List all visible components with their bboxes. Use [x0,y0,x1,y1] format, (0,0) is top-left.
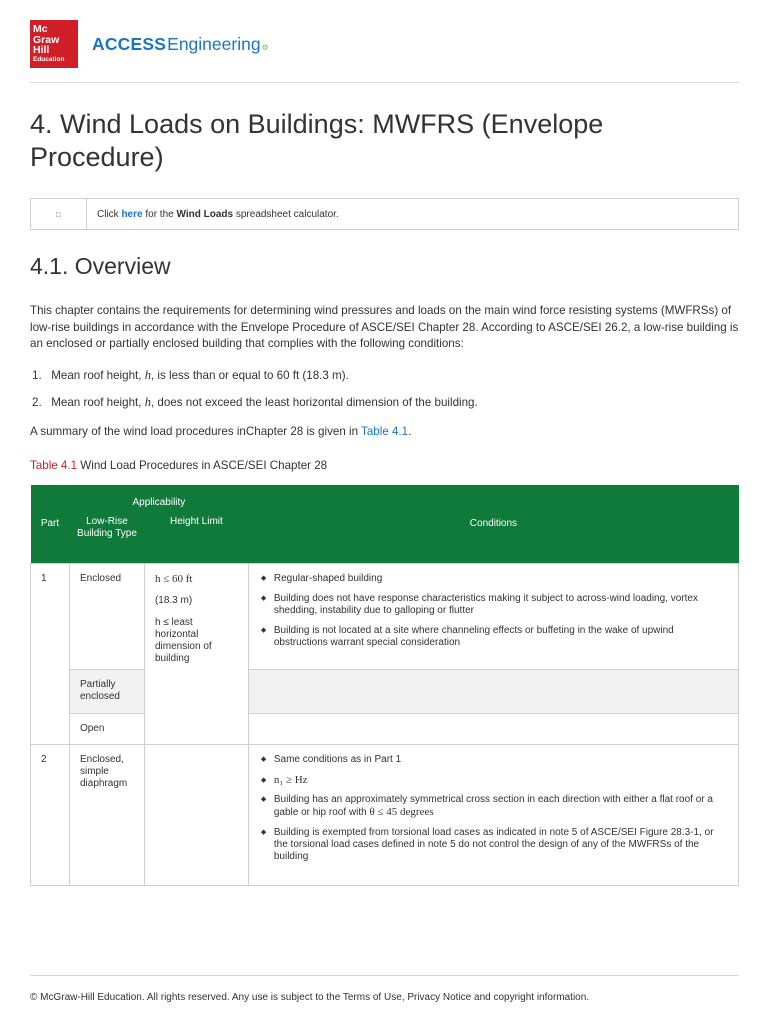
section-title: 4.1. Overview [30,253,171,279]
table-row [31,563,739,669]
logo-line-graw: Graw [33,33,60,46]
list-pre: Mean roof height, [51,369,142,382]
brand-engineering: Engineering [167,33,261,54]
col-header-type: Low-Rise Building Type [69,515,144,563]
list-post: , is less than or equal to 60 ft (18.3 m). [150,369,349,382]
summary-post: . [408,425,412,438]
calc-middle: for the [145,208,174,220]
cell-type: Enclosed, simple diaphragm [69,744,144,885]
cell-part: 2 [31,744,70,885]
summary-pre: A summary of the wind load procedures inChapter 28 is given in [30,425,359,438]
table-row [31,744,739,885]
page-title: 4. Wind Loads on Buildings: MWFRS (Envelope Procedure) [30,109,604,172]
calc-suffix: spreadsheet calculator. [235,208,339,220]
logo-line-mc: Mc [33,23,48,35]
list-pre: Mean roof height, [51,396,142,409]
cell-height-limit-empty [144,744,248,885]
mcgraw-hill-logo[interactable] [30,20,78,68]
cell-type: Partially enclosed [69,669,144,713]
list-post: , does not exceed the least horizontal dimension of the building. [150,396,478,409]
height-math: h ≤ 60 ft [154,572,193,585]
col-header-conditions: Conditions [248,485,738,563]
col-header-applicability: Applicability [69,485,248,515]
table-row [31,713,739,744]
copyright-footer: © McGraw-Hill Education. All rights reserved. Any use is subject to the Terms of Use, Privacy Notice and copyright information. [30,992,590,1003]
table-caption-label: Table 4.1 [30,459,78,472]
condition-item: ◆ Same conditions as in Part 1 [259,754,728,766]
condition-text: Building has an approximately symmetrical cross section in each direction with either a flat roof or a gable or hip roof with [273,793,713,818]
condition-math: θ ≤ 45 degrees [369,805,434,818]
header-divider [30,82,739,83]
list-number: 2. [32,396,42,409]
calculator-callout [30,198,739,230]
table-caption-text: Wind Load Procedures in ASCE/SEI Chapter 28 [80,459,328,472]
table-header-row [31,485,739,515]
cell-conditions-empty [248,713,738,744]
table-row [31,669,739,713]
condition-item [259,794,728,819]
list-number: 1. [32,369,42,382]
cell-conditions [248,563,738,669]
table-caption [30,459,327,472]
cell-type: Open [69,713,144,744]
list-var: h [144,368,151,382]
logo-line-education: Education [33,55,65,63]
condition-item: ◆ Regular-shaped building [259,573,728,585]
table-4-1-link[interactable]: Table 4.1 [361,425,409,438]
calculator-icon: □ [31,199,87,229]
height-note: h ≤ least horizontal dimension of building [154,616,212,664]
list-item [32,394,478,411]
cell-part: 1 [31,563,70,744]
condition-item: ◆ Building is exempted from torsional load cases as indicated in note 5 of ASCE/SEI Figure 28.3-1, or the torsional load cases defined in note 5 do not control the design of any of the MWFRSs of the building [259,827,728,863]
intro-paragraph: This chapter contains the requirements for determining wind pressures and loads on the main wind force resisting systems (MWFRSs) of low-rise buildings in accordance with the Envelope Procedure of ASCE/SEI Chapter 28. According to ASCE/SEI 26.2, a low-rise building is an enclosed or partially enclosed building that complies with the following conditions: [30,304,739,350]
summary-paragraph [30,424,742,441]
col-header-height: Height Limit [144,515,248,563]
calc-bold: Wind Loads [176,208,234,220]
condition-item: ◆ Building is not located at a site where channeling effects or buffeting in the wake of upwind obstructions warrant special consideration [259,625,728,649]
wind-load-table [30,485,739,886]
cell-conditions [248,744,738,885]
calculator-link[interactable]: here [121,208,143,220]
list-item [32,367,349,384]
access-engineering-logo[interactable] [92,34,269,55]
condition-item: ◆ n₁ ≥ Hz [259,774,728,786]
brand-access: ACCESS [92,33,167,54]
gear-icon: ⚙ [261,42,269,52]
logo-line-hill: Hill [33,44,50,56]
site-header [30,20,269,68]
cell-height-limit [144,563,248,744]
calc-prefix: Click [97,208,119,220]
calculator-text [87,209,339,220]
footer-divider [30,975,739,976]
list-var: h [144,395,151,409]
cell-type: Enclosed [69,563,144,669]
condition-item: ◆ Building does not have response characteristics making it subject to across-wind loading, vortex shedding, instability due to galloping or flutter [259,593,728,617]
height-metric: (18.3 m) [154,594,193,606]
cell-conditions-empty [248,669,738,713]
col-header-part: Part [31,485,70,563]
